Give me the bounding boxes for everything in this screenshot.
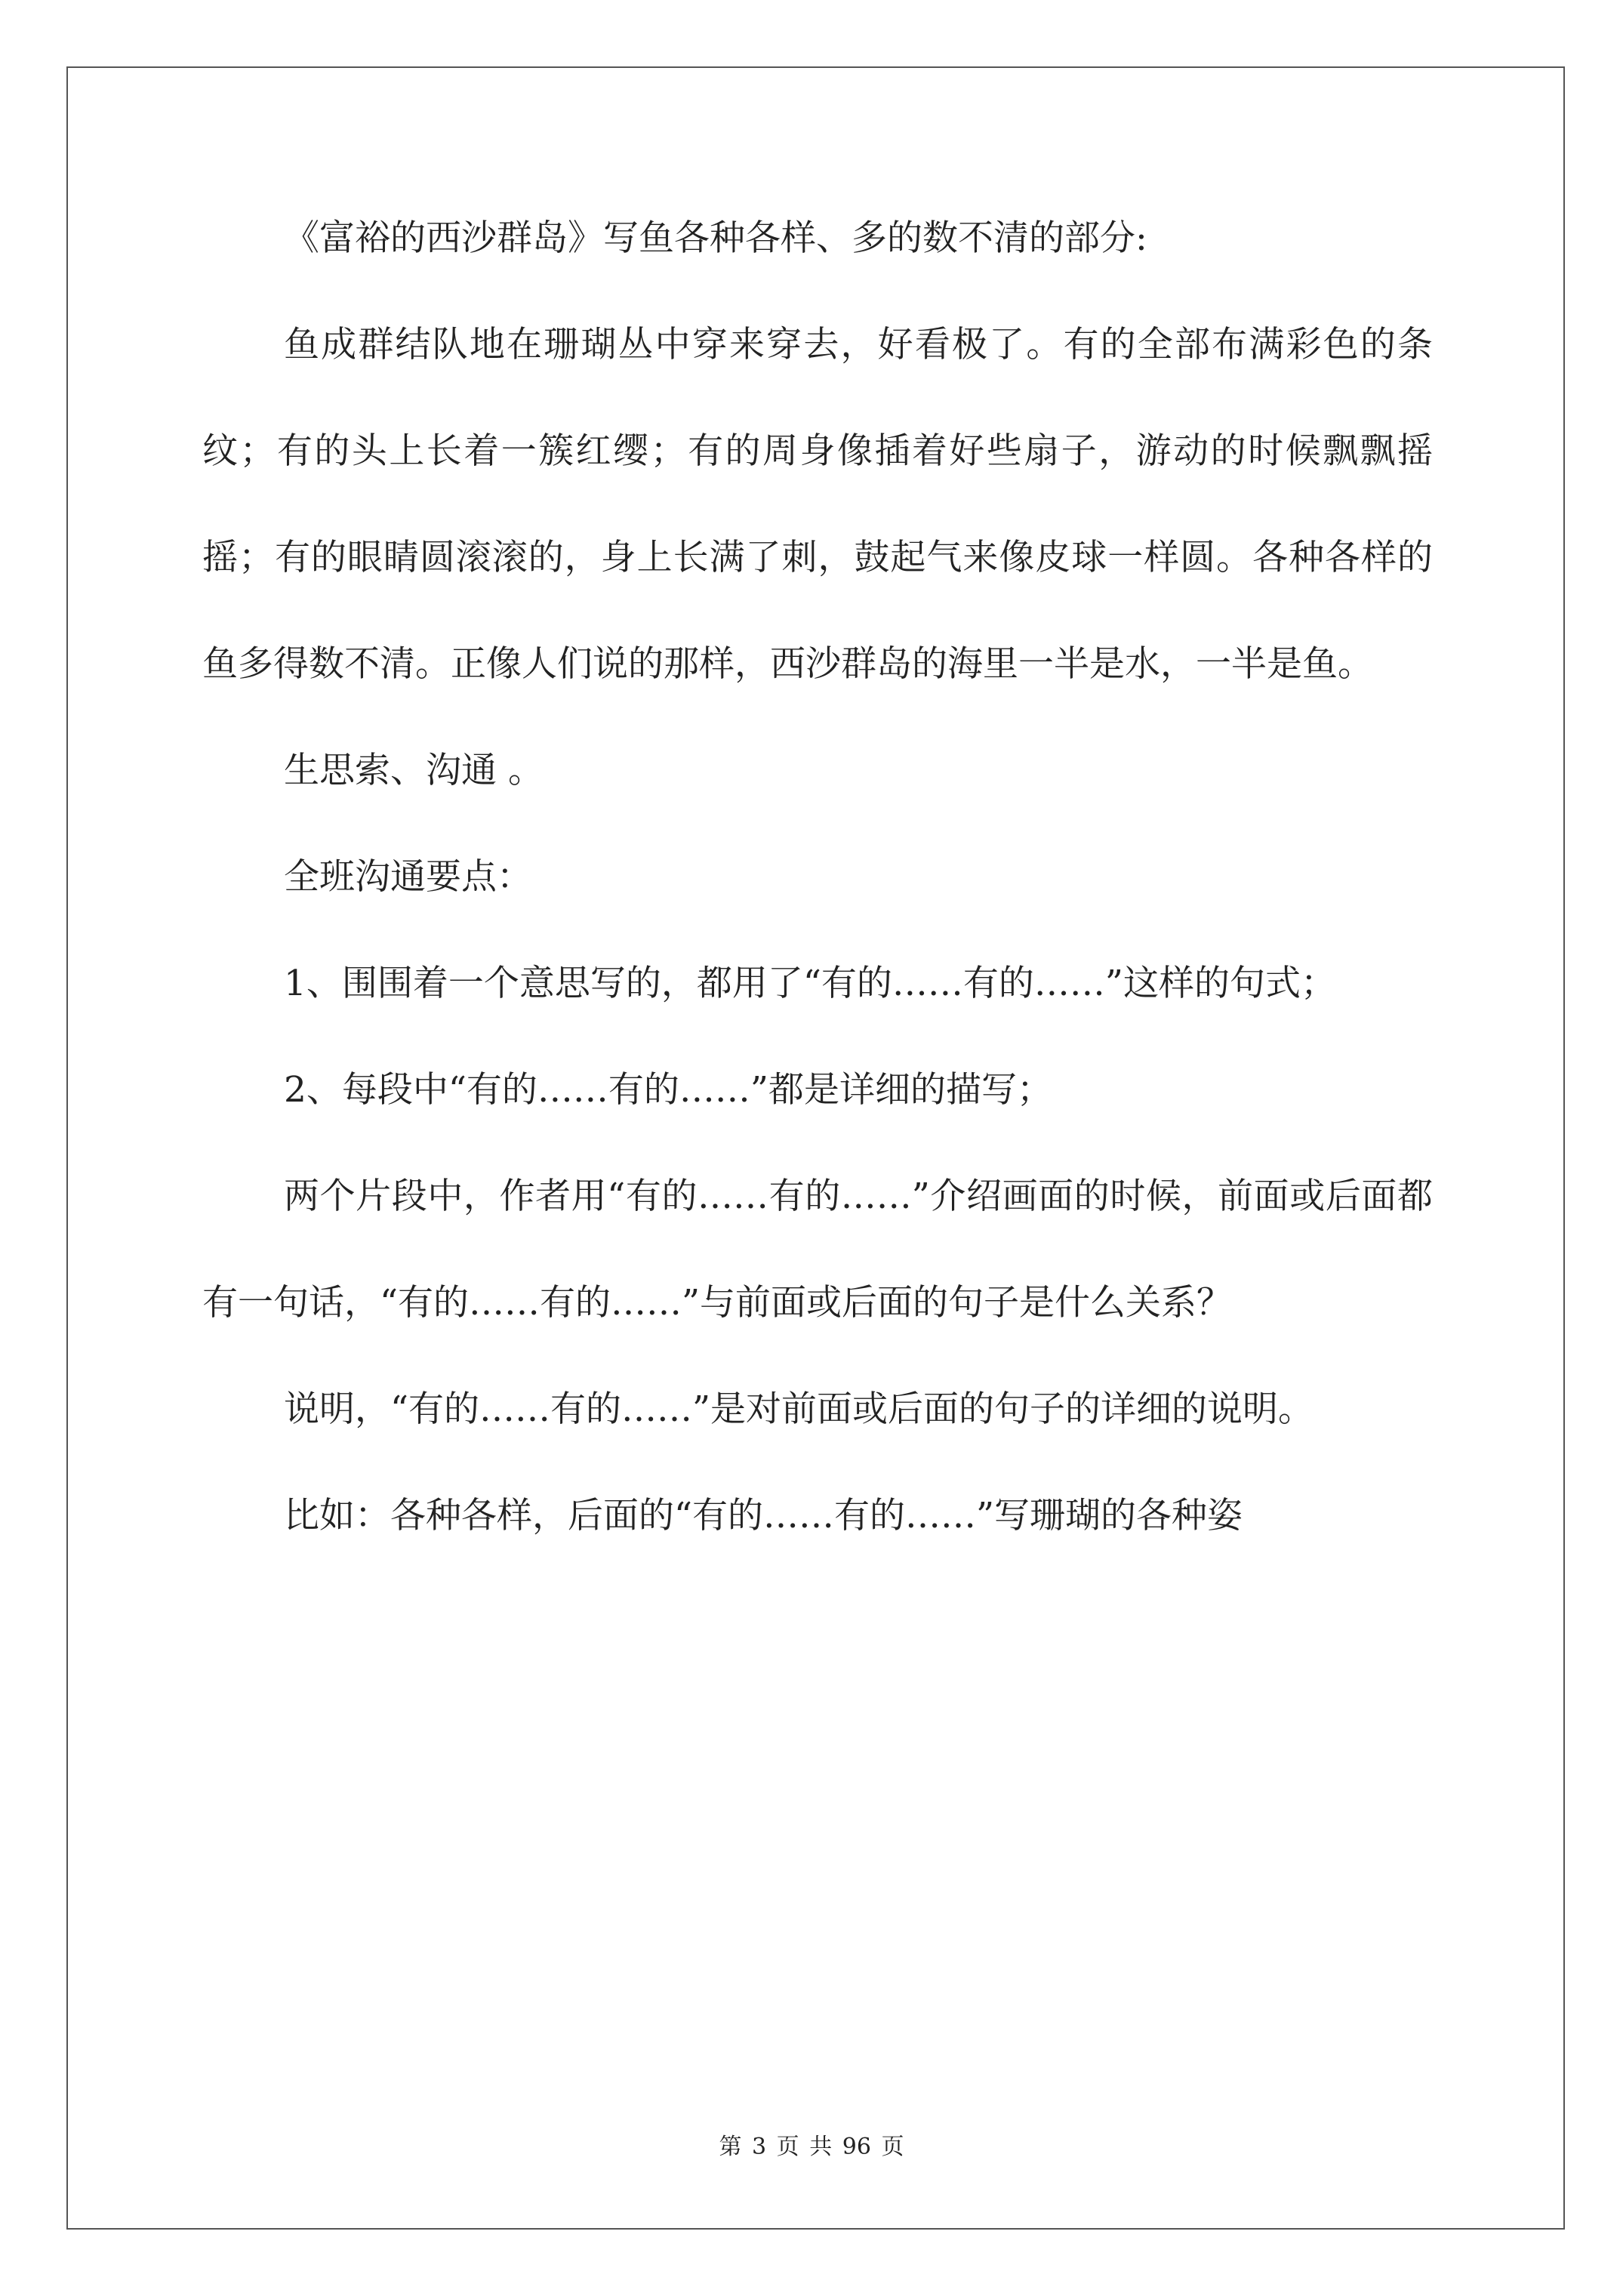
paragraph-4: 全班沟通要点： xyxy=(284,856,532,898)
paragraph-5: 1、围围着一个意思写的，都用了“有的……有的……”这样的句式； xyxy=(284,963,1336,1004)
paragraph-1: 《富裕的西沙群岛》写鱼各种各样、多的数不清的部分: xyxy=(284,217,1147,259)
paragraph-3: 生思索、沟通 。 xyxy=(284,750,544,791)
paragraph-9: 比如：各种各样，后面的“有的……有的……”写珊瑚的各种姿 xyxy=(284,1495,1243,1536)
document-body xyxy=(202,185,1433,1569)
paragraph-7: 两个片段中，作者用“有的……有的……”介绍画面的时候，前面或后面都有一句话，“有的……有的……”与前面或后面的句子是什么关系？ xyxy=(202,1176,1433,1324)
paragraph-2: 鱼成群结队地在珊瑚丛中穿来穿去，好看极了。有的全部布满彩色的条纹；有的头上长着一簇红缨；有的周身像插着好些扇子，游动的时候飘飘摇摇；有的眼睛圆滚滚的，身上长满了刺，鼓起气来像皮球一样圆。各种各样的鱼多得数不清。正像人们说的那样，西沙群岛的海里一半是水，一半是鱼。 xyxy=(202,324,1433,685)
paragraph-6: 2、每段中“有的……有的……”都是详细的描写； xyxy=(284,1069,1052,1111)
paragraph-8: 说明，“有的……有的……”是对前面或后面的句子的详细的说明。 xyxy=(284,1388,1314,1430)
page-number-footer: 第 3 页 共 96 页 xyxy=(719,2134,904,2160)
